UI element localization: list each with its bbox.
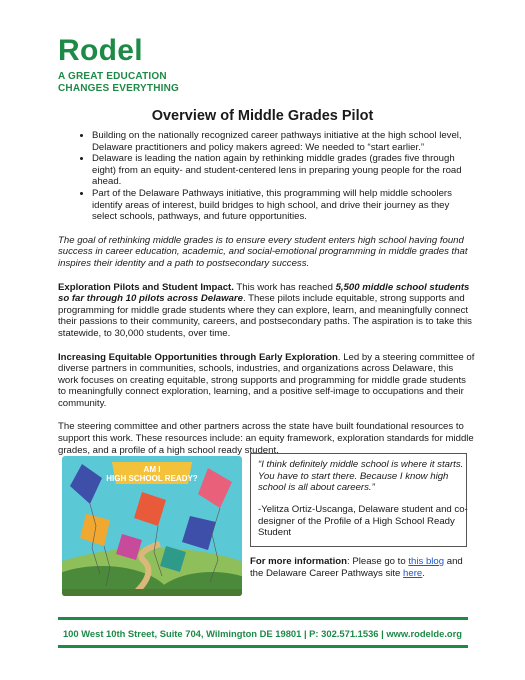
more-info-text-2: and the Delaware Career Pathways site [250, 556, 463, 579]
equitable-paragraph [58, 352, 476, 410]
logo-tagline-line2: CHANGES EVERYTHING [58, 83, 180, 94]
footer-bottom-rule [58, 645, 468, 648]
page-title: Overview of Middle Grades Pilot [151, 108, 374, 124]
poster-title-line1: AM I [143, 465, 161, 474]
exploration-text-2: . These pilots include equitable, strong supports and programming for middle grade students where they can explore, learn, and meaningfully connect their passions to their community, careers, and postsecondary paths. The aspiration is to take this statewide, to 30,000 students, over time. [58, 293, 472, 339]
student-quote: “I think definitely middle school is where it starts. You have to start there. Because I know high school is all about careers.” [258, 459, 464, 494]
rodel-logo [58, 36, 179, 95]
high-school-ready-poster [62, 456, 242, 596]
equitable-text: . Led by a steering committee of diverse partners in communities, schools, industries, and organizations across Delaware, this work focuses on creating equitable, strong supports and programming for middle grade students to meaningfully connect exploration, learning, and a positive self-image to occupations and their community. [58, 351, 475, 409]
main-content [58, 130, 476, 456]
logo-tagline [58, 71, 179, 95]
quote-attribution: -Yelitza Ortiz-Uscanga, Delaware student and co-designer of the Profile of a High School Ready Student [258, 504, 468, 539]
goal-statement: The goal of rethinking middle grades is to ensure every student enters high school having found success in career education, academic, and social-emotional programming in middle grades that inspires their identity and a path to postsecondary success. [58, 234, 468, 269]
blog-link[interactable]: this blog [408, 556, 445, 567]
more-info-text-3: . [422, 567, 425, 579]
exploration-highlight: 5,500 middle school students so far through 10 pilots across Delaware [58, 281, 470, 305]
logo-tagline-line1: A GREAT EDUCATION [58, 71, 167, 82]
exploration-heading: Exploration Pilots and Student Impact. [58, 281, 234, 293]
logo-wordmark: Rodel [58, 34, 143, 67]
footer-contact: 100 West 10th Street, Suite 704, Wilmington DE 19801 | P: 302.571.1536 | www.rodelde.org [62, 628, 463, 639]
exploration-paragraph [58, 282, 476, 340]
footer-top-rule [58, 617, 468, 620]
pathways-site-link[interactable]: here [403, 567, 423, 579]
exploration-text-1: This work has reached [233, 281, 336, 293]
bullet-item: • Delaware is leading the nation again by rethinking middle grades (grades five through eight) from an equity- and student-centered lens in preparing young people for the road ahead. [92, 153, 476, 188]
poster-illustration [62, 456, 242, 596]
more-info-text-1: : Please go to [347, 556, 409, 567]
equitable-heading: Increasing Equitable Opportunities through Early Exploration [58, 351, 338, 363]
bullet-item: • Building on the nationally recognized career pathways initiative at the high school level, Delaware practitioners and policy makers agreed: We needed to “start earlier.” [92, 130, 476, 153]
overview-bullet-list [58, 130, 476, 223]
bullet-item: • Part of the Delaware Pathways initiative, this programming will help middle schoolers identify areas of interest, build bridges to high school, and drive their journey as they select schools, pathways, and future opportunities. [92, 188, 476, 223]
more-information [250, 556, 475, 579]
resources-paragraph: The steering committee and other partners across the state have built foundational resources to support this work. These resources include: an equity framework, exploration standards for middle grades, and a profile of a high school ready student. [58, 421, 474, 456]
more-info-label: For more information [250, 556, 348, 567]
poster-title-line2: HIGH SCHOOL READY? [106, 474, 198, 483]
